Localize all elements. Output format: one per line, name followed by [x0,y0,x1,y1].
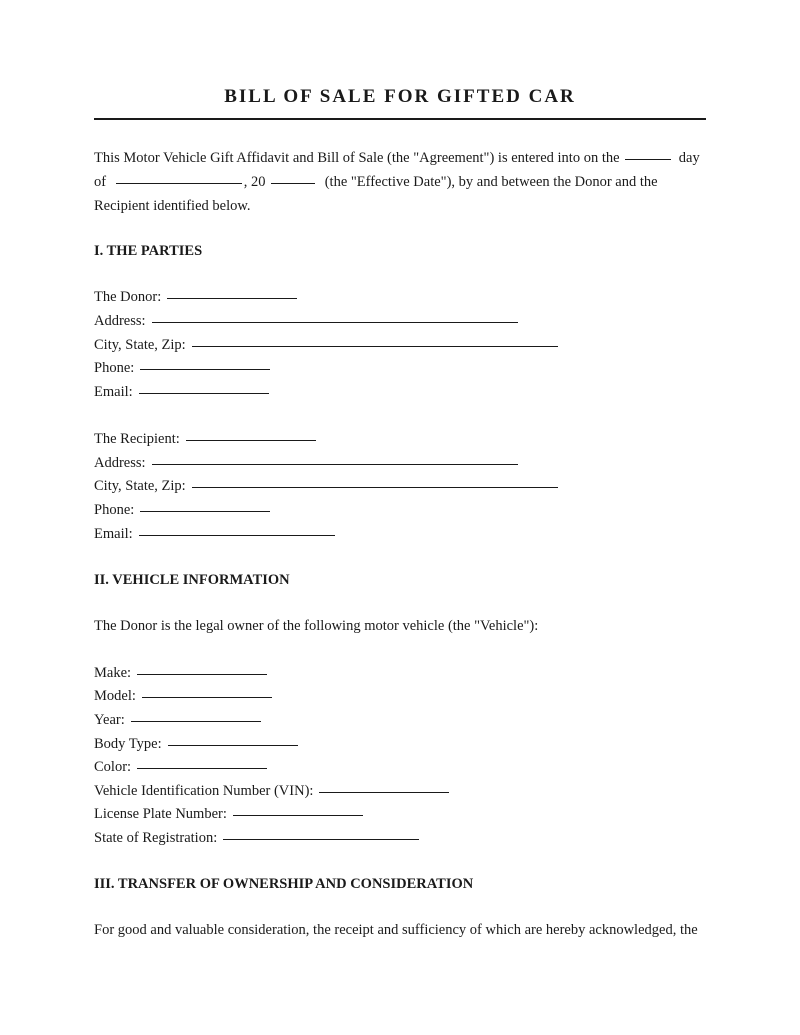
plate-field [94,806,365,823]
body-type-field [94,736,300,753]
intro-text-1: This Motor Vehicle Gift Affidavit and Bill of Sale (the "Agreement") is entered into on the [94,150,620,166]
donor-city-label: City, State, Zip: [94,337,186,353]
donor-name-field [94,289,299,306]
body-type-blank[interactable] [168,744,298,746]
recipient-name-blank[interactable] [186,439,316,441]
color-label: Color: [94,759,132,775]
recipient-phone-field [94,502,272,519]
model-label: Model: [94,688,136,704]
recipient-email-blank[interactable] [139,534,335,536]
month-blank[interactable] [116,182,242,184]
make-blank[interactable] [137,673,267,675]
vin-field [94,783,451,800]
model-field [94,688,274,705]
donor-phone-field [94,360,272,377]
recipient-city-field [94,478,560,495]
state-registration-label: State of Registration: [94,830,218,846]
intro-year-prefix: , 20 [243,174,266,190]
donor-name-blank[interactable] [167,297,297,299]
vehicle-intro: The Donor is the legal owner of the following motor vehicle (the "Vehicle"): [94,618,539,634]
donor-city-blank[interactable] [192,345,558,347]
recipient-address-field [94,455,520,472]
recipient-address-blank[interactable] [152,463,518,465]
recipient-city-label: City, State, Zip: [94,478,186,494]
intro-line-2 [94,174,658,191]
vin-label: Vehicle Identification Number (VIN): [94,783,314,799]
intro-day-word: day [678,150,700,166]
recipient-name-field [94,431,318,448]
donor-name-label: The Donor: [94,289,162,305]
make-label: Make: [94,665,132,681]
donor-address-blank[interactable] [152,321,518,323]
donor-city-field [94,337,560,354]
plate-label: License Plate Number: [94,806,227,822]
donor-email-field [94,384,271,401]
recipient-name-label: The Recipient: [94,431,180,447]
year-field [94,712,263,729]
title-rule [94,118,706,120]
section-parties-heading: I. THE PARTIES [94,243,203,259]
body-type-label: Body Type: [94,736,162,752]
intro-line-3: Recipient identified below. [94,198,251,214]
section-vehicle-heading: II. VEHICLE INFORMATION [94,572,290,588]
donor-email-label: Email: [94,384,133,400]
donor-phone-label: Phone: [94,360,135,376]
recipient-email-label: Email: [94,526,133,542]
plate-blank[interactable] [233,814,363,816]
recipient-phone-label: Phone: [94,502,135,518]
intro-of-word: of [94,174,107,190]
vin-blank[interactable] [319,791,449,793]
color-field [94,759,269,776]
donor-email-blank[interactable] [139,392,269,394]
make-field [94,665,269,682]
recipient-phone-blank[interactable] [140,510,270,512]
state-registration-blank[interactable] [223,838,419,840]
year-label: Year: [94,712,125,728]
donor-address-field [94,313,520,330]
donor-phone-blank[interactable] [140,368,270,370]
transfer-text: For good and valuable consideration, the receipt and sufficiency of which are hereby acknowledged, the [94,922,698,938]
intro-text-2: (the "Effective Date"), by and between the Donor and the [324,174,658,190]
day-blank[interactable] [625,158,671,160]
recipient-address-label: Address: [94,455,146,471]
color-blank[interactable] [137,767,267,769]
recipient-email-field [94,526,337,543]
intro-line-1 [94,150,700,167]
year-blank[interactable] [271,182,315,184]
section-transfer-heading: III. TRANSFER OF OWNERSHIP AND CONSIDERATION [94,876,474,892]
document-title: BILL OF SALE FOR GIFTED CAR [224,86,576,107]
donor-address-label: Address: [94,313,146,329]
state-registration-field [94,830,421,847]
model-blank[interactable] [142,696,272,698]
vehicle-year-blank[interactable] [131,720,261,722]
recipient-city-blank[interactable] [192,486,558,488]
